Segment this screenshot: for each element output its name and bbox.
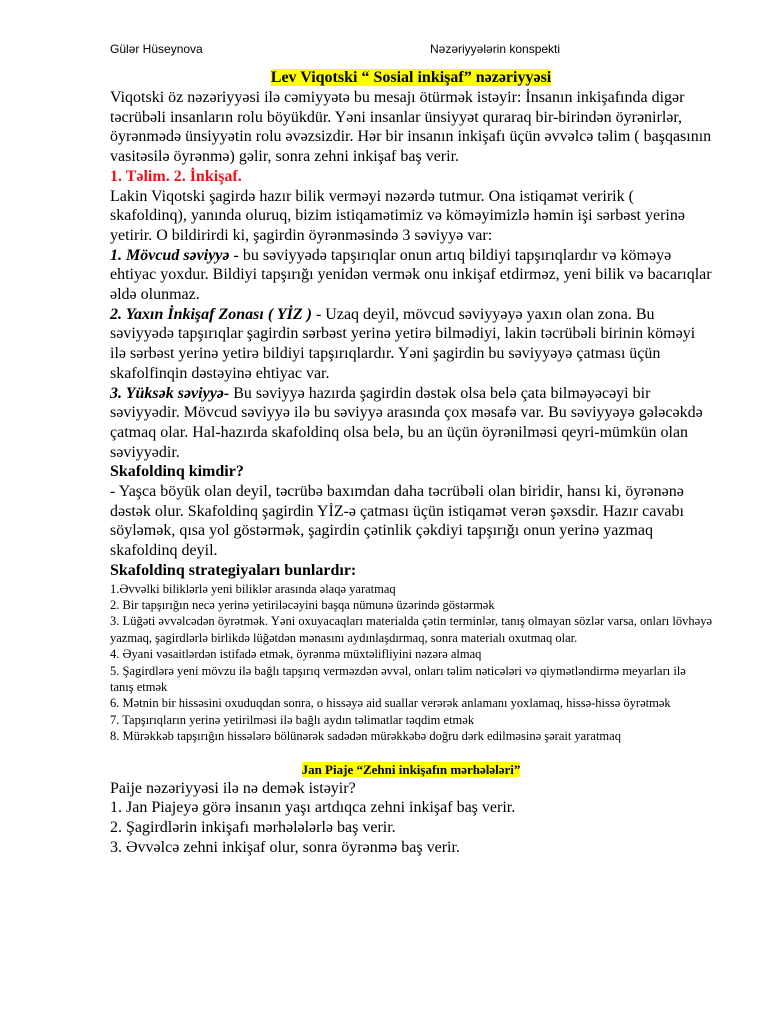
level-1-text: - bu səviyyədə tapşırıqlar onun artıq bildiyi tapşırıqlardır və köməyə ehtiyac yoxdur. Bildiyi tapşırığı yenidən vermək onu inkişaf etdirməz, yeni bilik və bacarıqlar əldə olunmaz. [110,246,712,304]
strategy-item: 8. Mürəkkəb tapşırığın hissələrə bölünərək sadədən mürəkkəbə doğru dərk edilməsinə şərait yaratmaq [110,729,621,744]
who-heading: Skafoldinq kimdir? [110,463,244,481]
level-3-title: 3. Yüksək səviyyə- [110,384,230,402]
strategy-list [110,581,712,745]
level-3-paragraph [110,384,712,463]
level-2-paragraph [110,305,712,384]
paragraph-2: Lakin Viqotski şagirdə hazır bilik verməyi nəzərdə tutmur. Ona istiqamət veririk ( skafoldinq), yanında oluruq, bizim istiqamətimiz və köməyimizlə həmin işi sərbəst yerinə yetirir. O bildirirdi ki, şagirdin öyrənməsində 3 səviyyə var: [110,187,685,244]
strategy-item: 6. Mətnin bir hissəsini oxuduqdan sonra, o hissəyə aid suallar verərək anlamanı yoxlamaq, hissə-hissə öyrətmək [110,696,671,711]
intro-paragraph: Viqotski öz nəzəriyyəsi ilə cəmiyyətə bu mesajı ötürmək istəyir: İnsanın inkişafında digər təcrübəli insanların rolu böyükdür. Yəni insanlar ünsiyyət quraraq bir-birindən öyrənirlər, öyrənmədə ünsiyyətin rolu əvəzsizdir. Hər bir insanın inkişafı üçün əvvəlcə təlim ( başqasının vasitəsilə öyrənmə) gəlir, sonra zehni inkişaf baş verir. [110,89,712,166]
strategy-item: 4. Əyani vəsaitlərdən istifadə etmək, öyrənmə müxtəlifliyini nəzərə almaq [110,647,482,662]
piaget-line: 3. Əvvəlcə zehni inkişaf olur, sonra öyrənmə baş verir. [110,838,460,856]
section-2-title-text: Jan Piaje “Zehni inkişafın mərhələləri” [301,761,521,777]
piaget-line: Paije nəzəriyyəsi ilə nə demək istəyir? [110,779,356,797]
level-2-text: - Uzaq deyil, mövcud səviyyəyə yaxın olan zona. Bu səviyyədə tapşırıqlar şagirdin sərbəst yerinə yetirə bilmədiyi, lakin təcrübəli birinin köməyi ilə sərbəst yerinə yetirə bildiyi tapşırıqlardır. Yəni şagirdin bu səviyyəyə çatması üçün skafolfinqin dəstəyinə ehtiyac var. [110,305,696,382]
who-paragraph: - Yaşca böyük olan deyil, təcrübə baxımdan daha təcrübəli olan biridir, hansı ki, öyrənənə dəstək olur. Skafoldinq şagirdin YİZ-ə çatması üçün istiqamət verən şəxsdir. Hazır cavabı söyləmək, qısa yol göstərmək, şagirdin çətinlik çəkdiyi tapşırığı onun yerinə yazmaq skafoldinq deyil. [110,483,684,560]
red-heading: 1. Təlim. 2. İnkişaf. [110,167,242,185]
header-author: Gülər Hüseynova [110,42,203,56]
strategy-item: 7. Tapşırıqların yerinə yetirilməsi ilə bağlı aydın təlimatlar təqdim etmək [110,712,475,727]
header-document-title: Nəzəriyyələrin konspekti [430,42,561,56]
piaget-line: 2. Şagirdlərin inkişafı mərhələlərlə baş verir. [110,819,396,837]
section-1-title [110,68,712,88]
section-1-title-text: Lev Viqotski “ Sosial inkişaf” nəzəriyyəsi [270,69,552,86]
document-page [110,68,712,857]
strategy-item: 3. Lüğəti əvvəlcədən öyrətmək. Yəni oxuyacaqları materialda çətin terminlər, tanış olmayan sözlər varsa, onları lövhəyə yazmaq, şagirdlərlə birlikdə lüğətdən mənasını aydınlaşdırmaq, sonra materialı oxutmaq olar. [110,614,712,645]
level-2-title: 2. Yaxın İnkişaf Zonası ( YİZ ) [110,305,312,323]
strategy-item: 1.Əvvəlki biliklərlə yeni biliklər arasında əlaqə yaratmaq [110,581,396,596]
level-1-title: 1. Mövcud səviyyə [110,246,230,264]
level-1-paragraph [110,246,712,305]
strategy-item: 2. Bir tapşırığın necə yerinə yetiriləcəyini başqa nümunə üzərində göstərmək [110,597,495,612]
section-2-title [110,761,712,779]
strategies-heading: Skafoldinq strategiyaları bunlardır: [110,561,357,579]
strategy-item: 5. Şagirdlərə yeni mövzu ilə bağlı tapşırıq verməzdən əvvəl, onları təlim nəticələri və qiymətləndirmə meyarları ilə tanış etmək [110,663,686,695]
level-3-text: Bu səviyyə hazırda şagirdin dəstək olsa belə çata bilməyəcəyi bir səviyyədir. Mövcud səviyyə ilə bu səviyyə arasında çox məsafə var. Bu səviyyəyə gələcəkdə çatmaq olar. Hal-hazırda skafoldinq olsa belə, bu an üçün öyrənilməsi qeyri-mümkün olan səviyyədir. [110,384,703,461]
piaget-line: 1. Jan Piajeyə görə insanın yaşı artdıqca zehni inkişaf baş verir. [110,799,516,817]
